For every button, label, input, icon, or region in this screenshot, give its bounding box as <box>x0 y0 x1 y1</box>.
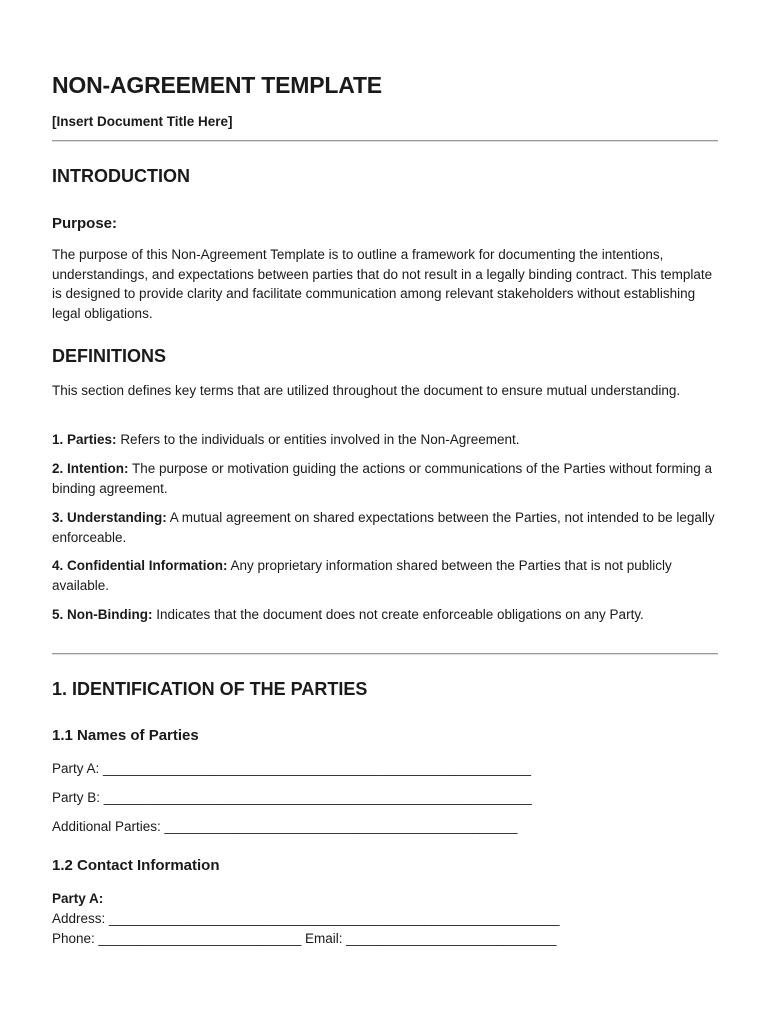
definition-item <box>52 508 722 547</box>
definition-term: 4. Confidential Information: <box>52 558 228 573</box>
definition-item <box>52 556 722 595</box>
party-b-field[interactable]: Party B: _________________________________________________________ <box>52 790 532 805</box>
divider <box>52 140 718 142</box>
definition-term: 2. Intention: <box>52 461 129 476</box>
names-of-parties-heading: 1.1 Names of Parties <box>52 727 199 744</box>
definition-term: 5. Non-Binding: <box>52 607 153 622</box>
document-subtitle: [Insert Document Title Here] <box>52 114 233 129</box>
divider <box>52 653 718 655</box>
contact-party-a-label: Party A: <box>52 891 104 906</box>
definition-text: Refers to the individuals or entities involved in the Non-Agreement. <box>120 432 520 447</box>
contact-information-heading: 1.2 Contact Information <box>52 857 220 874</box>
phone-email-field[interactable]: Phone: ___________________________ Email: ____________________________ <box>52 931 557 946</box>
identification-heading: 1. IDENTIFICATION OF THE PARTIES <box>52 679 368 699</box>
purpose-text: The purpose of this Non-Agreement Template is to outline a framework for documenting the intentions, understandings, and expectations between parties that do not result in a legally binding contract. This template is designed to provide clarity and facilitate communication among relevant stakeholders without establishing legal obligations. <box>52 247 713 321</box>
definition-item <box>52 459 722 498</box>
additional-parties-field[interactable]: Additional Parties: _______________________________________________ <box>52 819 518 834</box>
introduction-heading: INTRODUCTION <box>52 166 190 186</box>
party-a-field[interactable]: Party A: _________________________________________________________ <box>52 761 531 776</box>
definitions-heading: DEFINITIONS <box>52 346 167 366</box>
definition-text: The purpose or motivation guiding the actions or communications of the Parties without forming a binding agreement. <box>52 461 713 496</box>
address-field[interactable]: Address: ____________________________________________________________ <box>52 911 560 926</box>
definition-term: 3. Understanding: <box>52 510 167 525</box>
definitions-intro: This section defines key terms that are utilized throughout the document to ensure mutual understanding. <box>52 383 681 398</box>
definition-text: Indicates that the document does not create enforceable obligations on any Party. <box>156 607 644 622</box>
definition-text: A mutual agreement on shared expectations between the Parties, not intended to be legally enforceable. <box>52 510 715 545</box>
purpose-heading: Purpose: <box>52 215 118 232</box>
definition-term: 1. Parties: <box>52 432 117 447</box>
definition-text: Any proprietary information shared between the Parties that is not publicly available. <box>52 558 672 593</box>
document-title: NON-AGREEMENT TEMPLATE <box>52 72 382 98</box>
definition-item <box>52 430 722 450</box>
definition-item <box>52 605 722 625</box>
